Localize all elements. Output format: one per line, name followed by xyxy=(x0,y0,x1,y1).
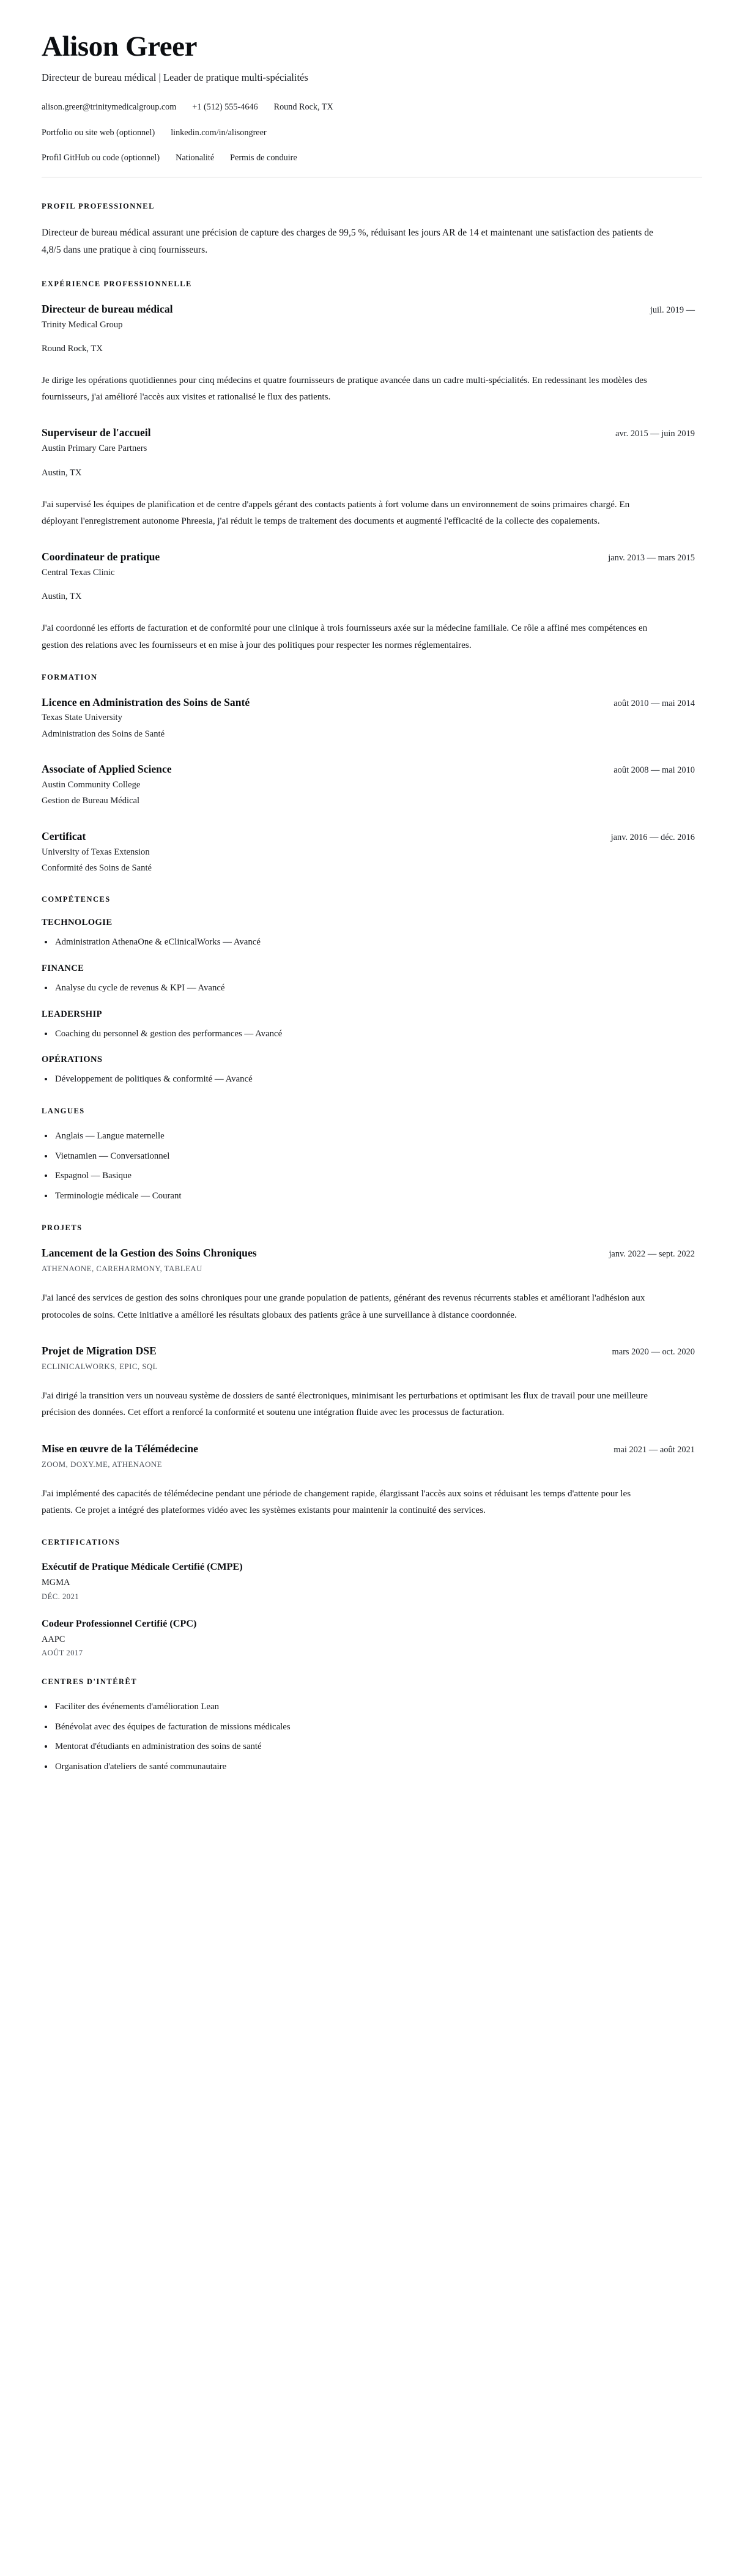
section-title-education: FORMATION xyxy=(42,672,98,681)
contact-row-misc xyxy=(42,152,702,165)
skill-list xyxy=(42,1072,702,1087)
education-field: Conformité des Soins de Santé xyxy=(42,863,152,873)
skill-group xyxy=(42,963,702,996)
skill-list xyxy=(42,981,702,996)
project-tech-stack: ECLINICALWORKS, EPIC, SQL xyxy=(42,1362,158,1372)
section-title-skills: COMPÉTENCES xyxy=(42,895,111,904)
project-tech-stack: ZOOM, DOXY.ME, ATHENAONE xyxy=(42,1460,162,1469)
contact-linkedin[interactable]: linkedin.com/in/alisongreer xyxy=(171,127,267,138)
project-dates: mars 2020 — oct. 2020 xyxy=(612,1346,695,1357)
education-degree: Associate of Applied Science xyxy=(42,763,172,776)
certification-entry xyxy=(42,1617,702,1658)
skill-item: Analyse du cycle de revenus & KPI — Avancé xyxy=(42,981,702,996)
experience-entry xyxy=(42,550,702,653)
section-languages xyxy=(42,1107,702,1204)
contact-github[interactable]: Profil GitHub ou code (optionnel) xyxy=(42,152,160,163)
project-dates: mai 2021 — août 2021 xyxy=(614,1444,695,1455)
experience-description: Je dirige les opérations quotidiennes pour cinq médecins et quatre fournisseurs de pratique avancée dans un cadre multi-spécialités. En redessinant les modèles des fournisseurs, j'ai amélioré l'accès aux visites et rationalisé le flux des patients. xyxy=(42,375,647,403)
certification-name: Exécutif de Pratique Médicale Certifié (CMPE) xyxy=(42,1561,243,1573)
contact-row-primary xyxy=(42,101,702,114)
certification-entry xyxy=(42,1561,702,1601)
experience-location: Round Rock, TX xyxy=(42,343,103,354)
education-field: Gestion de Bureau Médical xyxy=(42,796,140,806)
skill-group-name: LEADERSHIP xyxy=(42,1009,102,1019)
project-title: Mise en œuvre de la Télémédecine xyxy=(42,1442,198,1455)
experience-job-title: Coordinateur de pratique xyxy=(42,550,160,563)
section-title-languages: LANGUES xyxy=(42,1106,85,1115)
certification-date: DÉC. 2021 xyxy=(42,1592,80,1601)
resume-header xyxy=(42,32,702,177)
experience-description: J'ai supervisé les équipes de planification et de centre d'appels gérant des contacts patients à fort volume dans un environnement de soins primaires chargé. En déployant l'enregistrement autonome Phreesia, j'ai réduit le temps de traitement des documents et augmenté l'efficacité de la collecte des copaiements. xyxy=(42,499,630,526)
skill-list xyxy=(42,1027,702,1042)
experience-dates: janv. 2013 — mars 2015 xyxy=(608,552,695,563)
section-title-certifications: CERTIFICATIONS xyxy=(42,1538,120,1547)
experience-company: Trinity Medical Group xyxy=(42,319,123,330)
section-certifications xyxy=(42,1538,702,1657)
project-entry-header xyxy=(42,1442,702,1456)
language-item: Terminologie médicale — Courant xyxy=(42,1189,702,1204)
project-title: Projet de Migration DSE xyxy=(42,1344,157,1357)
education-school: Austin Community College xyxy=(42,779,141,790)
section-education xyxy=(42,673,702,876)
skill-item: Administration AthenaOne & eClinicalWorks — Avancé xyxy=(42,935,702,950)
section-projects xyxy=(42,1223,702,1519)
experience-company: Austin Primary Care Partners xyxy=(42,444,147,454)
education-school: University of Texas Extension xyxy=(42,847,150,857)
skill-group-name: FINANCE xyxy=(42,963,84,973)
certification-name: Codeur Professionnel Certifié (CPC) xyxy=(42,1617,197,1629)
candidate-name: Alison Greer xyxy=(42,31,198,62)
interest-list xyxy=(42,1700,702,1775)
section-title-interests: CENTRES D'INTÉRÊT xyxy=(42,1677,138,1686)
contact-location: Round Rock, TX xyxy=(273,102,333,113)
project-description: J'ai lancé des services de gestion des soins chroniques pour une grande population de patients, générant des revenus récurrents stables et améliorant l'adhésion aux protocoles de soins. Cette initiative a amélioré les résultats globaux des patients grâce à une surveillance à distance coordonnée. xyxy=(42,1293,645,1320)
section-title-experience: EXPÉRIENCE PROFESSIONNELLE xyxy=(42,279,192,288)
education-dates: août 2010 — mai 2014 xyxy=(614,698,695,708)
project-title: Lancement de la Gestion des Soins Chroniques xyxy=(42,1246,257,1259)
skill-group-name: OPÉRATIONS xyxy=(42,1055,103,1065)
language-item: Vietnamien — Conversationnel xyxy=(42,1149,702,1164)
project-tech-stack: ATHENAONE, CAREHARMONY, TABLEAU xyxy=(42,1264,202,1274)
experience-entry-header xyxy=(42,550,702,564)
experience-description: J'ai coordonné les efforts de facturation et de conformité pour une clinique à trois fournisseurs axée sur la médecine familiale. Ce rôle a affiné mes compétences en gestion des relations avec les fournisseurs et en mise à jour des politiques pour respecter les normes réglementaires. xyxy=(42,623,648,650)
education-entry xyxy=(42,762,702,809)
skill-group-name: TECHNOLOGIE xyxy=(42,918,113,928)
contact-nationality: Nationalité xyxy=(176,152,215,163)
skill-group xyxy=(42,918,702,950)
experience-dates: juil. 2019 — xyxy=(650,305,695,315)
experience-company: Central Texas Clinic xyxy=(42,567,115,577)
section-profile xyxy=(42,202,702,259)
certification-issuer: AAPC xyxy=(42,1634,65,1644)
education-dates: août 2008 — mai 2010 xyxy=(614,765,695,776)
interest-item: Mentorat d'étudiants en administration des soins de santé xyxy=(42,1740,702,1754)
section-interests xyxy=(42,1677,702,1775)
education-entry xyxy=(42,830,702,876)
section-skills xyxy=(42,895,702,1087)
project-entry xyxy=(42,1344,702,1421)
experience-job-title: Directeur de bureau médical xyxy=(42,302,173,315)
contact-phone[interactable]: +1 (512) 555-4646 xyxy=(192,102,258,113)
experience-job-title: Superviseur de l'accueil xyxy=(42,426,151,439)
experience-entry xyxy=(42,426,702,529)
experience-dates: avr. 2015 — juin 2019 xyxy=(615,429,695,439)
contact-row-web xyxy=(42,127,702,139)
contact-email[interactable]: alison.greer@trinitymedicalgroup.com xyxy=(42,102,177,113)
language-item: Espagnol — Basique xyxy=(42,1169,702,1184)
contact-driving-license: Permis de conduire xyxy=(230,152,297,163)
interest-item: Bénévolat avec des équipes de facturation de missions médicales xyxy=(42,1720,702,1735)
skill-group xyxy=(42,1009,702,1042)
candidate-headline: Directeur de bureau médical | Leader de pratique multi-spécialités xyxy=(42,72,308,84)
language-list xyxy=(42,1129,702,1204)
section-experience xyxy=(42,280,702,653)
skill-group xyxy=(42,1055,702,1087)
experience-entry-header xyxy=(42,302,702,316)
experience-location: Austin, TX xyxy=(42,592,82,602)
project-entry-header xyxy=(42,1246,702,1260)
section-title-profile: PROFIL PROFESSIONNEL xyxy=(42,202,155,211)
profile-summary-text: Directeur de bureau médical assurant une précision de capture des charges de 99,5 %, réduisant les jours AR de 14 et maintenant une satisfaction des patients de 4,8/5 dans une pratique à cinq fournisseurs. xyxy=(42,228,653,255)
project-entry xyxy=(42,1246,702,1323)
experience-entry-header xyxy=(42,426,702,440)
education-school: Texas State University xyxy=(42,713,122,723)
language-item: Anglais — Langue maternelle xyxy=(42,1129,702,1144)
skill-list xyxy=(42,935,702,950)
experience-entry xyxy=(42,302,702,406)
skill-item: Développement de politiques & conformité — Avancé xyxy=(42,1072,702,1087)
section-title-projects: PROJETS xyxy=(42,1223,83,1232)
interest-item: Organisation d'ateliers de santé communautaire xyxy=(42,1760,702,1775)
project-dates: janv. 2022 — sept. 2022 xyxy=(609,1249,695,1259)
education-entry-header xyxy=(42,696,702,710)
interest-item: Faciliter des événements d'amélioration Lean xyxy=(42,1700,702,1715)
education-entry-header xyxy=(42,762,702,776)
certification-date: AOÛT 2017 xyxy=(42,1648,83,1657)
experience-location: Austin, TX xyxy=(42,467,82,478)
education-degree: Licence en Administration des Soins de Santé xyxy=(42,696,250,708)
education-entry-header xyxy=(42,830,702,844)
contact-portfolio[interactable]: Portfolio ou site web (optionnel) xyxy=(42,127,155,138)
certification-issuer: MGMA xyxy=(42,1578,70,1588)
project-description: J'ai implémenté des capacités de télémédecine pendant une période de changement rapide, élargissant l'accès aux soins et réduisant les temps d'attente pour les patients. Ce projet a intégré des plateformes vidéo avec les systèmes existants pour maintenir la continuité des services. xyxy=(42,1488,631,1516)
project-description: J'ai dirigé la transition vers un nouveau système de dossiers de santé électroniques, minimisant les perturbations et optimisant les flux de travail pour une meilleure précision des données. Cet effort a renforcé la conformité et soutenu une intégration fluide avec les processus de facturation. xyxy=(42,1390,648,1418)
education-entry xyxy=(42,696,702,742)
project-entry-header xyxy=(42,1344,702,1358)
education-dates: janv. 2016 — déc. 2016 xyxy=(610,832,695,842)
skill-item: Coaching du personnel & gestion des performances — Avancé xyxy=(42,1027,702,1042)
education-degree: Certificat xyxy=(42,830,86,842)
education-field: Administration des Soins de Santé xyxy=(42,729,165,739)
project-entry xyxy=(42,1442,702,1519)
